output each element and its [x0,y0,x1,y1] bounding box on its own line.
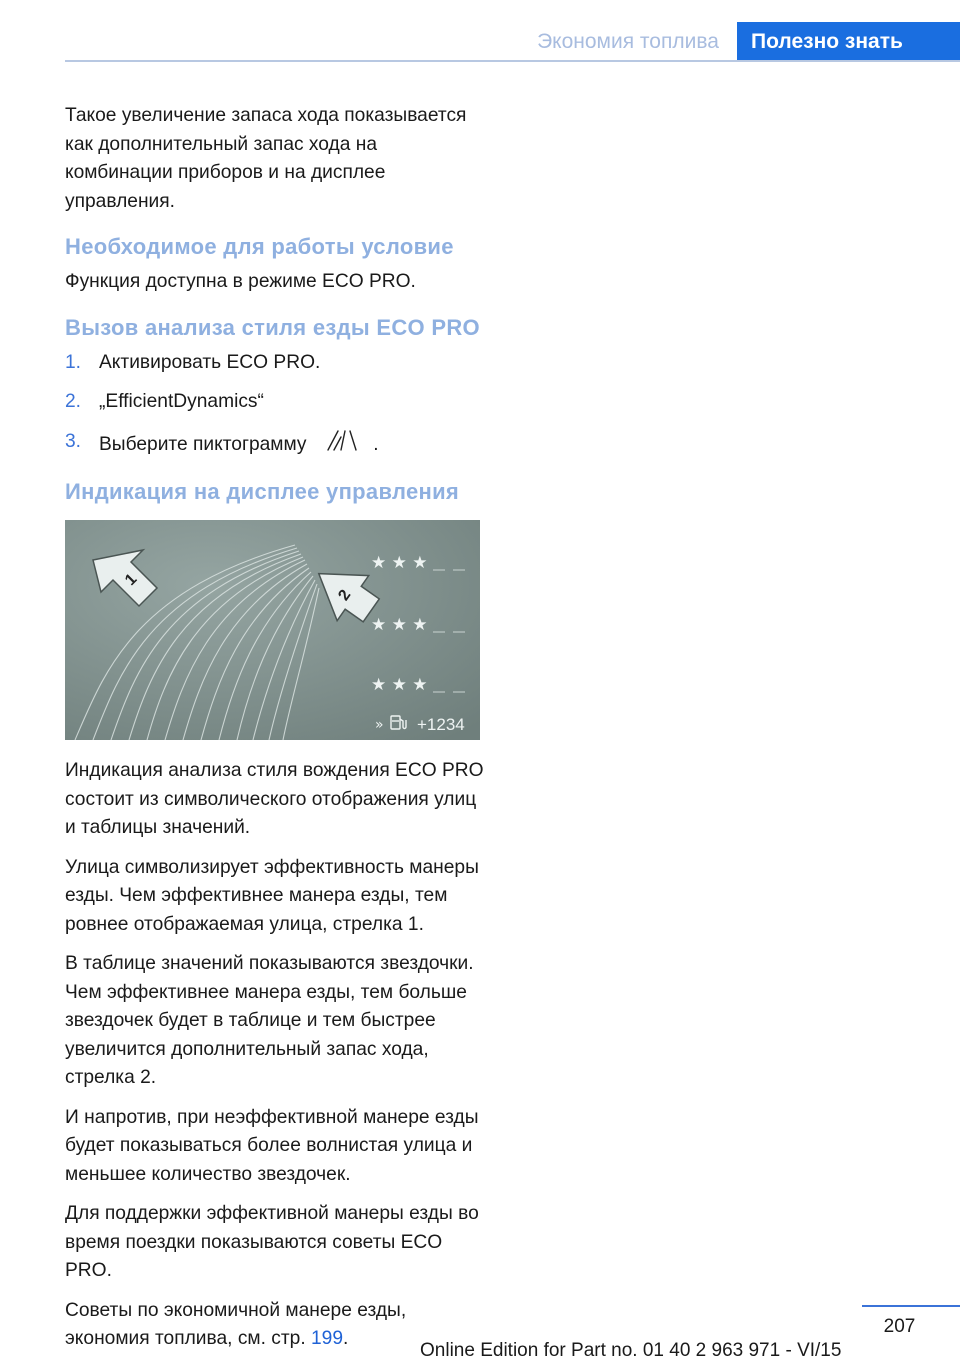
page-reference-link[interactable]: 199 [311,1328,344,1349]
body-paragraph: Для поддержки эффективной манеры езды во время поездки показываются советы ECO PRO. [65,1203,479,1281]
body-paragraph: В таблице значений показываются звездочки. Чем эффективнее манера езды, тем больше звездочек будет в таблице и тем быстрее увеличится дополнительный запас хода, стрелка 2. [65,953,474,1088]
step-number: 2. [65,391,82,412]
reference-suffix: . [343,1328,349,1349]
header-chapter-tab[interactable]: Полезно знать [737,22,960,62]
intro-paragraph: Такое увеличение запаса хода показывается как дополнительный запас хода на комбинации приборов и на дисплее управления. [65,105,467,212]
body-paragraph: Индикация анализа стиля вождения ECO PRO состоит из символического отображения улиц и таблицы значений. [65,760,484,838]
call-up-heading: Вызов анализа стиля езды ECO PRO [65,314,480,340]
arrow-2-label: 2 [335,586,355,604]
step-text: Выберите пиктограмму [99,433,307,455]
step-item [65,428,485,462]
requirement-text: Функция доступна в режиме ECO PRO. [65,271,416,292]
range-value: +1234 [417,715,465,734]
step-number: 3. [65,430,82,452]
steps-list [65,349,485,462]
page-number: 207 [883,1316,916,1337]
body-paragraph: И напротив, при неэффективной манере езды будет показываться более волнистая улица и меньшее количество звездочек. [65,1106,479,1185]
step-suffix: . [373,433,379,455]
road-pictogram-icon [326,428,358,462]
stars-row: ★ ★ ★ [371,553,428,573]
stars-row: ★ ★ ★ [371,675,428,695]
step-text: „EfficientDynamics“ [99,391,264,412]
header-divider [65,60,960,62]
display-heading: Индикация на дисплее управления [65,479,460,504]
requirement-heading: Необходимое для работы условие [65,234,454,259]
eco-pro-display-figure [65,520,480,740]
step-item [65,388,485,417]
footer-divider [862,1305,960,1307]
step-item [65,349,485,378]
header-section-tab[interactable]: Экономия топлива [537,30,719,53]
main-column [65,102,485,1365]
arrow-1-label: 1 [122,570,141,590]
step-number: 1. [65,351,82,373]
step-text: Активировать ECO PRO. [99,351,321,373]
reference-text: Советы по экономичной манере езды, экономия топлива, см. стр. [65,1299,407,1349]
stars-row: ★ ★ ★ [371,615,428,635]
body-paragraph: Улица символизирует эффективность манеры езды. Чем эффективнее манера езды, тем ровнее отображаемая улица, стрелка 1. [65,856,479,935]
edition-footer: Online Edition for Part no. 01 40 2 963 971 - VI/15 [420,1340,842,1361]
chevrons-icon: » [375,717,384,733]
